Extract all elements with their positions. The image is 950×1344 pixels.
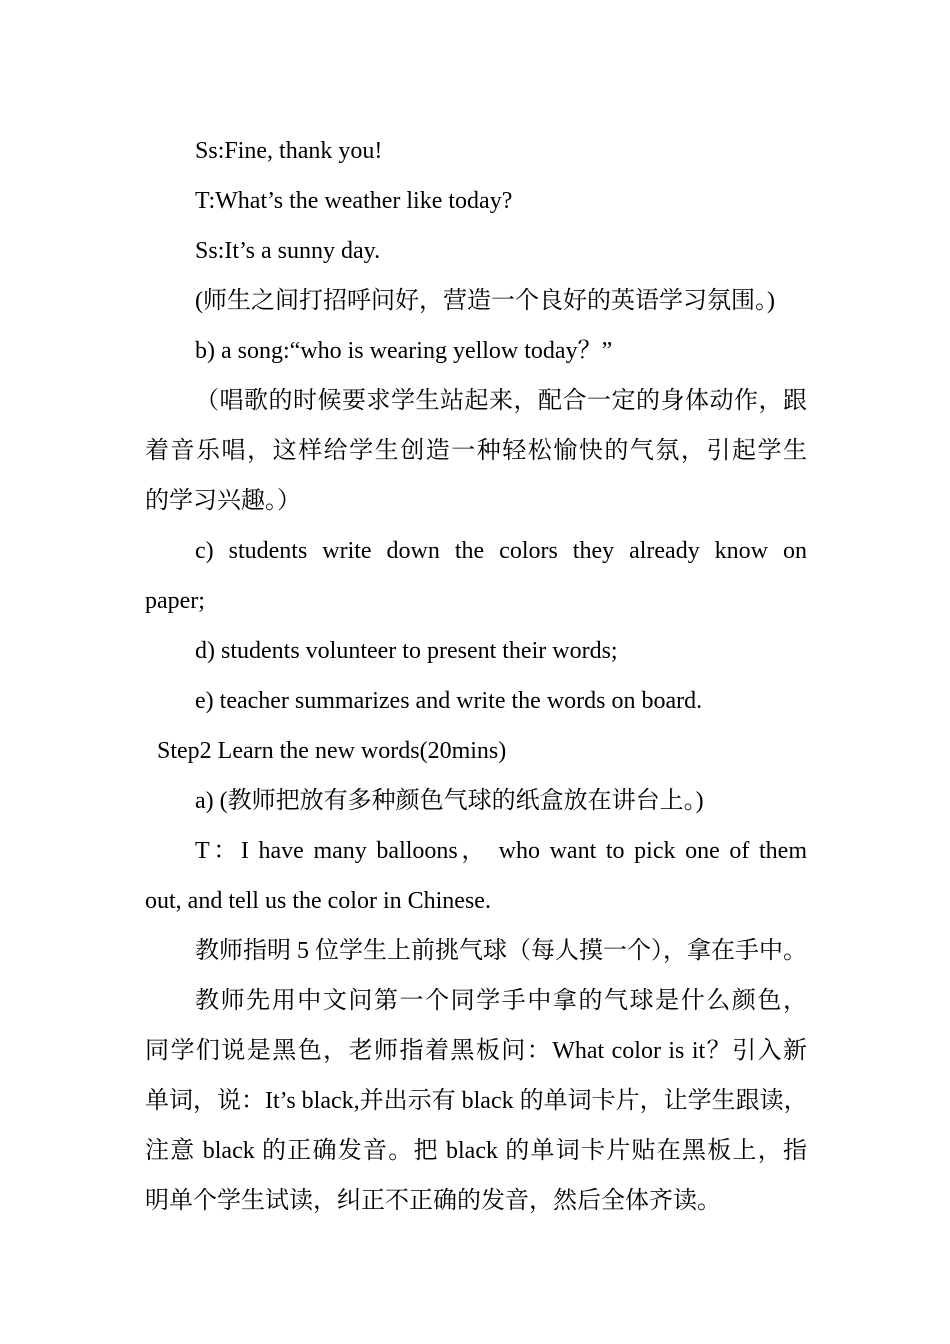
activity-item-a: a) (教师把放有多种颜色气球的纸盒放在讲台上。) [195, 788, 704, 814]
chinese-instruction: 教师指明 5 位学生上前挑气球（每人摸一个），拿在手中。 [195, 938, 807, 964]
chinese-note-line: 着音乐唱，这样给学生创造一种轻松愉快的气氛，引起学生 [145, 438, 807, 464]
step-heading: Step2 Learn the new words(20mins) [157, 738, 507, 764]
chinese-instruction: 单词，说：It’s black,并出示有 black 的单词卡片，让学生跟读， [145, 1088, 808, 1114]
activity-item-b: b) a song:“who is wearing yellow today？” [195, 338, 613, 364]
chinese-note-line: 的学习兴趣。） [145, 488, 301, 514]
activity-item-e: e) teacher summarizes and write the words on board. [195, 688, 703, 714]
teacher-line: T：I have many balloons， who want to pick one of them [195, 838, 807, 864]
chinese-instruction: 教师先用中文问第一个同学手中拿的气球是什么颜色， [195, 988, 807, 1014]
chinese-instruction: 同学们说是黑色，老师指着黑板问：What color is it？引入新 [145, 1038, 807, 1064]
activity-item-c-cont: paper; [145, 588, 205, 614]
chinese-note-line: （唱歌的时候要求学生站起来，配合一定的身体动作，跟 [195, 388, 807, 414]
chinese-instruction: 明单个学生试读，纠正不正确的发音，然后全体齐读。 [145, 1188, 721, 1214]
activity-item-d: d) students volunteer to present their words; [195, 638, 618, 664]
activity-item-c: c) students write down the colors they already know on [195, 538, 807, 564]
dialogue-line: Ss:Fine, thank you! [195, 138, 383, 164]
document-body [145, 126, 807, 1226]
chinese-instruction: 注意 black 的正确发音。把 black 的单词卡片贴在黑板上，指 [145, 1138, 807, 1164]
chinese-note: (师生之间打招呼问好，营造一个良好的英语学习氛围。) [195, 288, 775, 314]
dialogue-line: Ss:It’s a sunny day. [195, 238, 381, 264]
dialogue-line: T:What’s the weather like today? [195, 188, 513, 214]
teacher-line-cont: out, and tell us the color in Chinese. [145, 888, 491, 914]
